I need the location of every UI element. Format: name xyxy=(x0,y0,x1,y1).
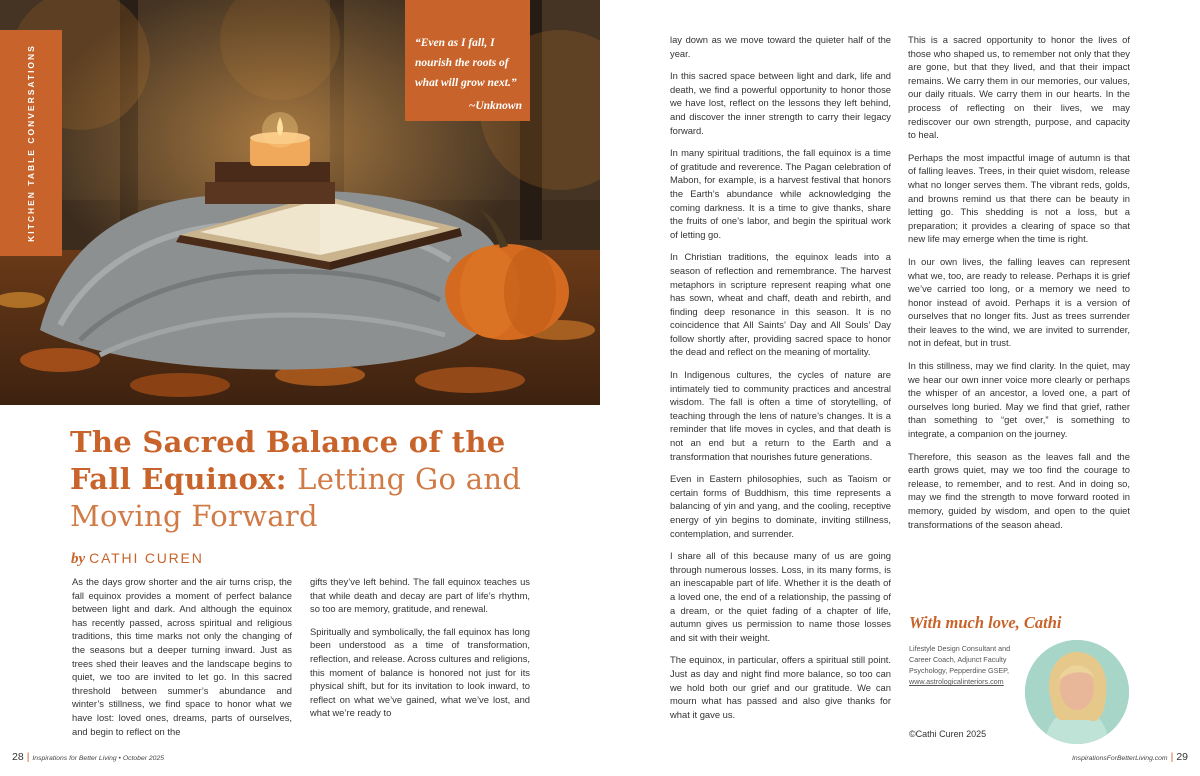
paragraph: In this sacred space between light and dark, life and death, we find a powerful opportunity to honor those we have lost, reflect on the lessons they left behind, and discover the inner strength to carry their legacy forward. xyxy=(670,70,891,136)
paragraph: In Christian traditions, the equinox leads into a season of reflection and remembrance. The harvest metaphors in scripture represent reaping what one has sown, wheat and chaff, death and rebirth, and finding deep resonance in this season. It is no coincidence that All Saints’ Day and All Souls’ Day follow shortly after, providing sacred space to honor the dead and reflect on the meaning of mortality. xyxy=(670,251,891,358)
article-title xyxy=(70,424,570,535)
body-column-1 xyxy=(72,575,292,747)
author-website-link[interactable]: www.astrologicalinteriors.com xyxy=(909,677,1004,686)
section-tab-label: KITCHEN TABLE CONVERSATIONS xyxy=(26,44,36,242)
body-column-2 xyxy=(310,575,530,729)
paragraph: Spiritually and symbolically, the fall equinox has long been understood as a time of transformation, reflection, and release. Across cultures and religions, this moment of balance is honored not just for its physical shift, but for its invitation to look inward, to reflect on what we’ve gained, what we’ve lost, and what we’re ready to xyxy=(310,625,530,719)
byline-author: CATHI CUREN xyxy=(89,550,204,566)
pull-quote xyxy=(405,0,530,121)
pull-quote-line: what will grow next.” xyxy=(415,77,517,89)
page-number-right: 29 xyxy=(1176,751,1188,763)
publication-line: Inspirations for Better Living • October 2025 xyxy=(32,755,165,762)
paragraph: In many spiritual traditions, the fall equinox is a time of gratitude and reverence. The Pagan celebration of Mabon, for example, is a harvest festival that honors the Earth’s abundance while acknowledging the coming darkness. It is a time to give thanks, share the fruits of one’s labor, and begin the spiritual work of letting go. xyxy=(670,147,891,240)
portrait-photo xyxy=(1025,640,1129,744)
pull-quote-line: “Even as I fall, I xyxy=(415,37,495,49)
footer-separator: | xyxy=(1170,751,1174,763)
paragraph: I share all of this because many of us are going through numerous losses. Loss, in its many forms, is an inescapable part of life. Whether it is the death of a loved one, the end of a relationship, the passing of a dream, or the quiet fading of a chapter of life, autumn gives us permission to name those losses and sit with their weight. xyxy=(670,550,891,643)
byline-by: by xyxy=(71,551,86,567)
website-link[interactable]: InspirationsForBetterLiving.com xyxy=(1072,755,1168,762)
body-column-4 xyxy=(908,33,1130,540)
section-tab xyxy=(0,30,62,256)
paragraph: In our own lives, the falling leaves can represent what we, too, are ready to release. Perhaps it is grief we’ve carried too long, or a memory we need to honor instead of avoid. Perhaps it is a version of ourselves that no longer fits. Just as trees surrender their leaves to the wind, we are invited to surrender, not in defeat, but in trust. xyxy=(908,255,1130,349)
copyright: ©Cathi Curen 2025 xyxy=(909,729,987,739)
paragraph: Even in Eastern philosophies, such as Taoism or certain forms of Buddhism, this time represents a balancing of yin and yang, and the cooling, receptive energy of yin begins to dominate, inviting stillness, contemplation, and surrender. xyxy=(670,473,891,539)
byline xyxy=(71,550,204,568)
paragraph: Therefore, this season as the leaves fall and the earth grows quiet, may we too find the courage to release, to remember, and to rest. And in doing so, may we find the strength to move forward rooted in memory, guided by wisdom, and open to the quiet transformations of the season ahead. xyxy=(908,450,1130,530)
paragraph: Perhaps the most impactful image of autumn is that of falling leaves. Trees, in their quiet wisdom, release what no longer serves them. The vibrant reds, golds, and browns remind us that there can be beauty in letting go. This shedding is not a loss, but a preparation; it provides a clearing of space so that new life may emerge when the time is right. xyxy=(908,151,1130,245)
paragraph: gifts they’ve left behind. The fall equinox teaches us that while death and decay are part of life’s rhythm, so too are memory, gratitude, and renewal. xyxy=(310,576,530,615)
article-title-light: Letting Go and Moving Forward xyxy=(70,462,522,533)
paragraph: In this stillness, may we find clarity. In the quiet, may we hear our own inner voice more clearly or perhaps the whisper of an ancestor, a loved one, a part of ourselves long buried. May we find that grief, rather than something to “get over,” is something to integrate, a companion on the journey. xyxy=(908,360,1130,440)
body-column-3 xyxy=(670,33,891,730)
paragraph: This is a sacred opportunity to honor the lives of those who shaped us, to remember not only that they are gone, but that they lived, and that their impact remains. We carry them in our memories, our values, our daily rituals. We carry them in our hearts. In the process of reflecting on their lives, we may rediscover our own strength, purpose, and capacity to heal. xyxy=(908,34,1130,141)
paragraph: The equinox, in particular, offers a spiritual still point. Just as day and night find more balance, so too can we hold both our grief and our gratitude. We can mourn what has passed and also give thanks for what it gave us. xyxy=(670,654,891,720)
bio-line: Psychology, Pepperdine GSEP, xyxy=(909,666,1010,675)
footer-left xyxy=(12,751,164,763)
article-title-bold: The Sacred Balance of the Fall Equinox: xyxy=(70,425,506,496)
footer-right xyxy=(1072,751,1188,763)
pull-quote-attribution: ~Unknown xyxy=(468,100,522,112)
paragraph: As the days grow shorter and the air turns crisp, the fall equinox provides a moment of perfect balance between light and dark. And although the equinox has recently passed, across spiritual and religious traditions, this time marks not only the changing of the seasons but a deeper turning inward. Just as trees shed their leaves and the landscape begins to quiet, we too are invited to let go. In this sacred threshold between summer’s abundance and winter’s stillness, we find space to honor what we have lost: loved ones, dreams, parts of ourselves, and begin to reflect on the xyxy=(72,576,292,737)
footer-separator: | xyxy=(26,751,30,763)
pull-quote-line: nourish the roots of xyxy=(415,57,509,69)
author-bio xyxy=(909,643,1029,687)
paragraph: lay down as we move toward the quieter half of the year. xyxy=(670,34,891,59)
author-portrait xyxy=(1025,640,1129,744)
page-number-left: 28 xyxy=(12,751,24,763)
paragraph: In Indigenous cultures, the cycles of nature are intimately tied to community practices and ancestral wisdom. The fall is often a time of storytelling, of teaching through the lens of nature’s changes. It is a reminder that life moves in cycles, and that death is not an end but a return to the Earth and a transformation that nourishes future generations. xyxy=(670,369,891,462)
bio-line: Lifestyle Design Consultant and xyxy=(909,644,1011,653)
bio-line: Career Coach, Adjunct Faculty xyxy=(909,655,1007,664)
signoff: With much love, Cathi xyxy=(909,613,1062,632)
